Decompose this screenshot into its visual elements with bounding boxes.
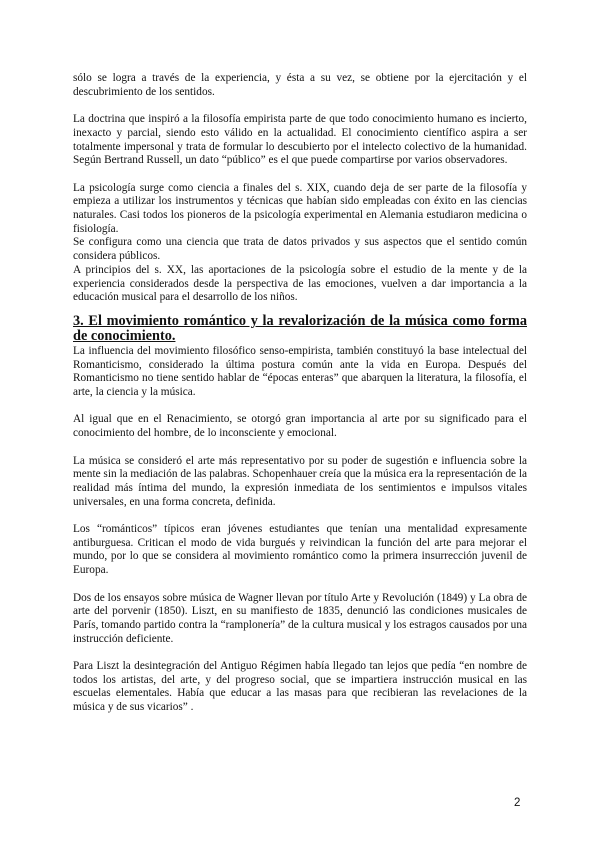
page-number: 2 [514,797,521,809]
section-heading: 3. El movimiento romántico y la revalorización de la música como forma de conocimiento. [73,312,527,345]
paragraph-renacimiento: Al igual que en el Renacimiento, se otorgó gran importancia al arte por su significado para el conocimiento del hombre, de lo inconsciente y emocional. [73,413,527,440]
paragraph-musica-arte: La música se consideró el arte más representativo por su poder de sugestión e influencia sobre la mente sin la mediación de las palabras. Schopenhauer creía que la música era la representación de la realidad más íntima del mundo, la expresión inmediata de los sentimientos e impulsos vitales universales, en una forma concreta, definida. [73,454,527,508]
paragraph-psicologia-ciencia: La psicología surge como ciencia a finales del s. XIX, cuando deja de ser parte de la filosofía y empieza a utilizar los instrumentos y técnicas que habían sido empleadas con éxito en las ciencias naturales. Casi todos los pioneros de la psicología experimental en Alemania estudiaron medicina o fisiología. [73,181,527,235]
document-page [73,72,527,715]
paragraph-influencia: La influencia del movimiento filosófico senso-empirista, también constituyó la base intelectual del Romanticismo, considerado la última postura común ante la vida en Europa. Después del Romanticismo no tiene sentido hablar de “épocas enteras” que abarquen la literatura, la filosofía, el arte, la ciencia y la música. [73,344,527,399]
paragraph-romanticos: Los “románticos” típicos eran jóvenes estudiantes que tenían una mentalidad expresamente antiburguesa. Critican el modo de vida burgués y reivindican la función del arte para mejorar el mundo, por lo que se considera al movimiento romántico como la primera insurrección juvenil de Europa. [73,523,527,577]
paragraph-doctrina-empirista: La doctrina que inspiró a la filosofía empirista parte de que todo conocimiento humano es incierto, inexacto y parcial, siendo esto válido en la actualidad. El conocimiento científico aspira a ser totalmente impersonal y trata de formular lo descubierto por el intelecto colectivo de la humanidad. Según Bertrand Russell, un dato “público” es el que puede compartirse por varios observadores. [73,113,527,167]
paragraph-datos-privados: Se configura como una ciencia que trata de datos privados y sus aspectos que el sentido común considera públicos. [73,236,527,263]
paragraph-experiencia: sólo se logra a través de la experiencia, y ésta a su vez, se obtiene por la ejercitación y el descubrimiento de los sentidos. [73,72,527,98]
paragraph-liszt-regimen: Para Liszt la desintegración del Antiguo Régimen había llegado tan lejos que pedía “en nombre de todos los artistas, del arte, y del progreso social, que se impartiera instrucción musical en las escuelas elementales. Había que educar a las masas para que recibieran las revelaciones de la música y de sus vicarios” . [73,660,527,714]
paragraph-wagner-liszt: Dos de los ensayos sobre música de Wagner llevan por título Arte y Revolución (1849) y La obra de arte del porvenir (1850). Liszt, en su manifiesto de 1835, denunció las condiciones musicales de París, tomando partido contra la “ramplonería” de la cultura musical y los estragos causados por una instrucción deficiente. [73,591,527,645]
paragraph-siglo-xx: A principios del s. XX, las aportaciones de la psicología sobre el estudio de la mente y de la experiencia considerados desde la perspectiva de las emociones, vuelven a dar importancia a la educación musical para el desarrollo de los niños. [73,263,527,304]
